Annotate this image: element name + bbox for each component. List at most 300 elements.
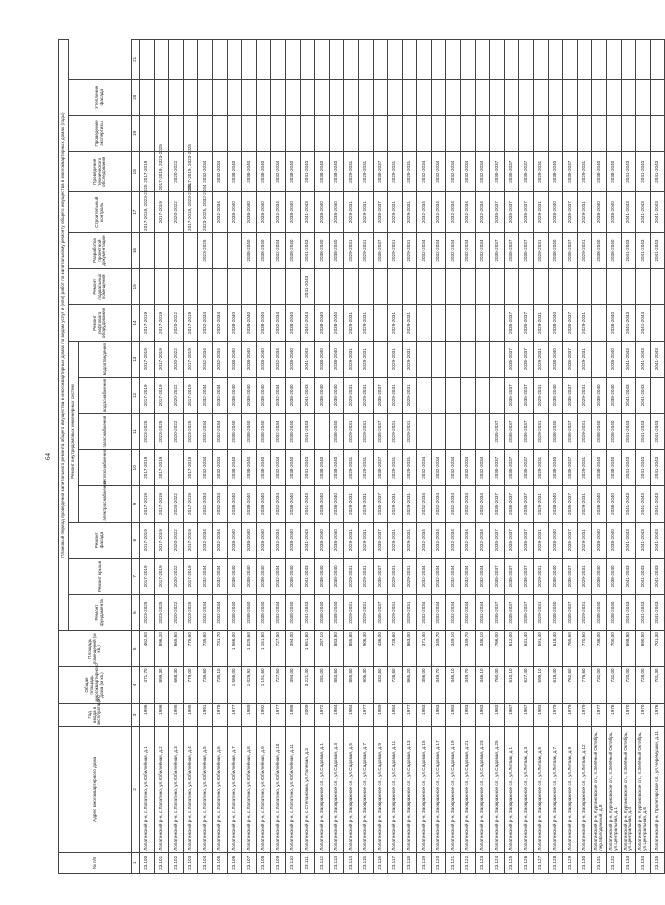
table-cell: 2035-2037	[563, 305, 578, 341]
table-cell: 618,40	[548, 667, 563, 703]
table-row	[256, 40, 271, 874]
table-cell: 2035-2037	[504, 558, 519, 594]
table-cell: 2035-2037	[373, 522, 388, 558]
table-cell: 2029-2031	[388, 192, 403, 232]
table-cell: 2035-2037	[504, 152, 519, 192]
table-cell: 2038-2040	[592, 595, 607, 631]
table-cell	[256, 115, 271, 151]
table-cell	[329, 40, 344, 80]
table-cell: 2020-2022	[169, 341, 184, 377]
header-inspection: Проведение технического обследования	[69, 152, 132, 192]
table-cell: 2029-2031	[577, 450, 592, 486]
table-cell	[461, 40, 476, 80]
table-cell: 471,70	[140, 667, 155, 703]
table-cell: 2032-2034	[417, 558, 432, 594]
table-row	[592, 40, 607, 874]
table-cell: 2029-2031	[358, 522, 373, 558]
table-cell: Лопатинский р-н, Заовражное сл., ул.Садовая, д.17	[431, 727, 446, 853]
table-cell	[636, 79, 651, 115]
table-cell: 2038-2040	[329, 341, 344, 377]
table-cell	[636, 115, 651, 151]
table-cell: 2029-2031	[344, 152, 359, 192]
table-cell	[344, 40, 359, 80]
table-cell: 2035-2037	[519, 192, 534, 232]
table-cell: 2041-2043	[636, 558, 651, 594]
page-number: 64	[44, 453, 52, 460]
table-cell: 2035-2037	[373, 152, 388, 192]
table-cell: 2023-2025	[140, 413, 155, 449]
table-cell: 2038-2040	[242, 232, 257, 268]
table-cell: 2035-2037	[519, 305, 534, 341]
table-cell: 2038-2040	[256, 522, 271, 558]
table-cell: 2032-2034	[271, 377, 286, 413]
table-cell: 2041-2043	[300, 377, 315, 413]
table-cell	[285, 79, 300, 115]
table-row	[534, 40, 549, 874]
table-cell	[563, 269, 578, 305]
table-cell: 701,30	[650, 631, 665, 667]
table-cell	[388, 40, 403, 80]
table-row	[563, 40, 578, 874]
table-row	[621, 40, 636, 874]
table-cell	[417, 413, 432, 449]
table-cell: 2029-2031	[534, 232, 549, 268]
table-cell: 668,30	[169, 667, 184, 703]
table-cell	[140, 232, 155, 268]
column-index-cell: 2	[132, 727, 140, 853]
table-cell	[461, 269, 476, 305]
table-cell: 394,00	[285, 631, 300, 667]
table-cell: 23.118	[402, 852, 417, 873]
table-cell: 618,40	[548, 631, 563, 667]
table-cell: 23.109	[271, 852, 286, 873]
table-cell: Лопатинский р-н, Кургановское сл., п.Зелёный Октябрь, пер.Молодежный, д.8	[592, 727, 607, 853]
table-cell: 2041-2043	[300, 341, 315, 377]
table-cell: 698,80	[621, 631, 636, 667]
table-cell	[417, 341, 432, 377]
table-cell: 2038-2040	[256, 413, 271, 449]
table-cell: 2029-2031	[358, 450, 373, 486]
table-cell	[417, 305, 432, 341]
table-cell	[592, 79, 607, 115]
header-year: Год ввода в эксплуатацию	[59, 703, 132, 726]
table-cell: Лопатинский р-н, с.Лопатино, ул.Юбилейная, д.6	[212, 727, 227, 853]
table-cell: 760,00	[490, 667, 505, 703]
table-cell: 2038-2040	[592, 152, 607, 192]
table-cell: 1 566,00	[227, 667, 242, 703]
table-cell: 2038-2040	[607, 341, 622, 377]
table-cell	[140, 269, 155, 305]
table-cell: Лопатинский р-н, Заовражное сл., ул.Садовая, д.11	[388, 727, 403, 853]
table-row	[475, 40, 490, 874]
table-cell: 2038-2040	[256, 595, 271, 631]
table-row	[431, 40, 446, 874]
table-cell	[475, 269, 490, 305]
table-cell	[256, 269, 271, 305]
table-cell	[621, 40, 636, 80]
table-cell: 2038-2040	[315, 192, 330, 232]
table-cell: 2035-2037	[490, 413, 505, 449]
table-cell	[490, 115, 505, 151]
table-cell	[388, 115, 403, 151]
table-cell: 2041-2043	[621, 413, 636, 449]
table-cell: 2017-2019	[154, 522, 169, 558]
table-cell: 2035-2037	[504, 595, 519, 631]
table-cell: 2032-2034	[417, 595, 432, 631]
table-cell: 2029-2031	[402, 413, 417, 449]
table-cell	[417, 269, 432, 305]
table-cell	[475, 40, 490, 80]
table-row	[183, 40, 198, 874]
table-cell: Лопатинский р-н, с.Лопатино, ул.Юбилейная, д.4	[183, 727, 198, 853]
table-cell: 1984	[344, 703, 359, 726]
table-cell: 2035-2037	[563, 232, 578, 268]
table-cell: 2041-2043	[636, 413, 651, 449]
table-cell: 2029-2031	[402, 595, 417, 631]
repair-schedule-table	[58, 39, 665, 874]
table-cell: 2038-2040	[256, 341, 271, 377]
table-cell: 2038-2040	[285, 152, 300, 192]
table-cell: 23.132	[607, 852, 622, 873]
table-cell: 2032-2034	[461, 232, 476, 268]
table-cell: 2041-2043	[300, 595, 315, 631]
table-cell: 2029-2031	[344, 450, 359, 486]
table-cell: 2041-2043	[636, 377, 651, 413]
table-cell: 2038-2040	[285, 341, 300, 377]
table-cell	[169, 40, 184, 80]
table-cell: 2041-2043	[300, 305, 315, 341]
table-cell	[373, 115, 388, 151]
table-cell: 2038-2040	[592, 232, 607, 268]
table-cell: 2032-2034	[212, 377, 227, 413]
table-cell: 2035-2037	[519, 558, 534, 594]
table-cell: 2017-2019	[154, 486, 169, 522]
table-cell	[154, 269, 169, 305]
table-cell: 2029-2031	[344, 522, 359, 558]
table-cell	[431, 341, 446, 377]
table-cell: 2038-2040	[329, 450, 344, 486]
column-index-cell: 7	[132, 558, 140, 594]
table-cell	[183, 269, 198, 305]
table-cell	[475, 377, 490, 413]
table-cell: 2038-2040	[548, 522, 563, 558]
table-cell	[621, 79, 636, 115]
table-cell: 2032-2034	[431, 192, 446, 232]
table-cell: 2020-2022	[169, 305, 184, 341]
table-cell: 2035-2037	[519, 413, 534, 449]
table-cell	[227, 79, 242, 115]
table-cell: 2032-2034	[417, 192, 432, 232]
table-cell	[490, 40, 505, 80]
table-cell: 2032-2034	[198, 413, 213, 449]
table-cell	[417, 79, 432, 115]
table-cell: 2029-2031	[402, 152, 417, 192]
table-cell: 2041-2043	[621, 486, 636, 522]
table-row	[300, 40, 315, 874]
table-cell: 2038-2040	[548, 341, 563, 377]
table-row	[198, 40, 213, 874]
table-cell: 23.102	[169, 852, 184, 873]
table-cell: 2032-2034	[417, 486, 432, 522]
table-cell	[607, 269, 622, 305]
table-cell	[534, 79, 549, 115]
table-cell: 2017-2019	[140, 341, 155, 377]
table-cell	[475, 79, 490, 115]
table-cell: 1 651,60	[300, 631, 315, 667]
table-cell: 432,60	[373, 667, 388, 703]
table-cell: 2017-2019	[183, 558, 198, 594]
table-cell: 346,10	[446, 667, 461, 703]
table-cell	[315, 79, 330, 115]
column-index-cell: 11	[132, 413, 140, 449]
table-cell: 1986	[285, 703, 300, 726]
table-cell: 2032-2034	[431, 595, 446, 631]
table-cell	[519, 269, 534, 305]
table-cell: 2020-2022	[169, 486, 184, 522]
table-cell: 2029-2031	[402, 341, 417, 377]
table-row	[212, 40, 227, 874]
table-cell: Лопатинский р-н, Заовражное сл., ул.Садовая, д.23	[475, 727, 490, 853]
table-cell: 349,70	[431, 667, 446, 703]
table-cell	[650, 115, 665, 151]
table-cell: 2038-2040	[607, 305, 622, 341]
table-cell: 23.115	[358, 852, 373, 873]
table-cell: 776,60	[577, 667, 592, 703]
table-cell: 2041-2043	[300, 152, 315, 192]
table-cell	[563, 79, 578, 115]
table-cell: 2038-2040	[607, 377, 622, 413]
table-cell: 2029-2031	[344, 192, 359, 232]
table-cell: 2032-2034	[461, 450, 476, 486]
table-cell: 2038-2040	[256, 305, 271, 341]
table-cell	[154, 40, 169, 80]
table-cell: 1978	[212, 703, 227, 726]
table-cell: 2032-2034	[198, 152, 213, 192]
table-cell: 1977	[592, 703, 607, 726]
header-design-docs: Разработка проектной документации	[69, 232, 132, 268]
header-foundation: Ремонт фундамента	[69, 595, 132, 631]
table-cell	[388, 79, 403, 115]
table-cell	[388, 269, 403, 305]
table-row	[344, 40, 359, 874]
table-cell	[358, 269, 373, 305]
table-cell: 2029-2031	[534, 522, 549, 558]
table-cell: 2029-2031	[534, 192, 549, 232]
table-cell: 2038-2040	[592, 486, 607, 522]
table-cell: 2038-2040	[227, 486, 242, 522]
table-cell: 2035-2037	[563, 522, 578, 558]
table-row	[154, 40, 169, 874]
table-cell: 2035-2037	[563, 341, 578, 377]
table-cell: 2032-2034	[271, 192, 286, 232]
table-cell: 1972	[315, 703, 330, 726]
table-row	[548, 40, 563, 874]
table-cell: 2038-2040	[242, 486, 257, 522]
table-cell: 2029-2031	[344, 595, 359, 631]
table-cell: 2038-2040	[256, 152, 271, 192]
table-cell: 2029-2031	[577, 413, 592, 449]
table-cell: 2041-2043	[650, 522, 665, 558]
header-total-area: Общая площадь многоквартирного дома (м кв.)	[59, 667, 132, 703]
table-cell: 2029-2031	[388, 522, 403, 558]
table-cell: 2038-2040	[256, 192, 271, 232]
table-cell: 2038-2040	[315, 522, 330, 558]
table-cell: 2032-2034	[271, 152, 286, 192]
table-cell: 726,60	[388, 667, 403, 703]
table-row	[285, 40, 300, 874]
table-cell: 2041-2043	[621, 232, 636, 268]
table-cell: Лопатинский р-н, Заовражное сл., ул.Садовая, д.1	[315, 727, 330, 853]
table-cell: 2035-2037	[563, 192, 578, 232]
table-cell: 775,60	[183, 631, 198, 667]
table-cell: 2041-2043	[621, 558, 636, 594]
table-cell	[271, 269, 286, 305]
table-cell: 2017-2019, 2023-2025	[183, 192, 198, 232]
table-cell: 2038-2040	[329, 232, 344, 268]
table-row	[329, 40, 344, 874]
table-cell: 2041-2043	[300, 486, 315, 522]
table-cell: 1987	[519, 703, 534, 726]
table-cell: 2029-2031	[577, 192, 592, 232]
table-cell: 2038-2040	[315, 558, 330, 594]
table-cell: 2035-2037	[563, 413, 578, 449]
table-cell: 2032-2034	[212, 341, 227, 377]
table-cell: 2009	[300, 703, 315, 726]
table-cell: Лопатинский р-н, Заовражное сл., ул.Садовая, д.21	[461, 727, 476, 853]
table-cell: 1984	[388, 703, 403, 726]
table-cell: 23.113	[329, 852, 344, 873]
table-cell: 865,20	[402, 667, 417, 703]
header-engineering-systems: Ремонт внутридомовых инженерных систем	[69, 341, 79, 522]
table-cell	[198, 269, 213, 305]
table-row	[577, 40, 592, 874]
table-cell: 2041-2043	[650, 486, 665, 522]
table-cell: 23.106	[227, 852, 242, 873]
table-cell: 2038-2040	[242, 377, 257, 413]
table-cell: 2035-2037	[563, 377, 578, 413]
table-cell: 2029-2031	[358, 341, 373, 377]
table-cell: 2041-2043	[621, 522, 636, 558]
table-cell: 2038-2040	[548, 152, 563, 192]
table-cell: 2032-2034	[271, 413, 286, 449]
table-cell	[534, 40, 549, 80]
table-cell: 2032-2034	[431, 450, 446, 486]
table-cell: 2038-2040	[285, 486, 300, 522]
table-cell: 2041-2043	[636, 486, 651, 522]
table-cell: 23.100	[140, 852, 155, 873]
table-cell	[198, 40, 213, 80]
table-cell: 2038-2040	[315, 305, 330, 341]
table-cell: Лопатинский р-н, Заовражное сл., ул.Литвак, д.7	[548, 727, 563, 853]
table-cell: 2035-2037	[519, 341, 534, 377]
table-cell	[402, 40, 417, 80]
table-cell: 23.112	[315, 852, 330, 873]
table-cell	[446, 40, 461, 80]
table-cell: Лопатинский р-н, с.Лопатино, ул.Юбилейная, д.10	[271, 727, 286, 853]
table-cell: 2032-2034	[212, 450, 227, 486]
table-cell	[475, 413, 490, 449]
table-cell: 2032-2034	[446, 450, 461, 486]
table-cell: Лопатинский р-н, Заовражное сл., ул.Садовая, д.5	[344, 727, 359, 853]
table-cell: 2029-2031	[388, 595, 403, 631]
table-cell: 2032-2034	[475, 486, 490, 522]
table-cell: 2041-2043	[621, 192, 636, 232]
table-cell: Лопатинский р-н, с.Лопатино, ул.Юбилейная, д.7	[227, 727, 242, 853]
table-cell	[285, 269, 300, 305]
table-cell: 2032-2034	[431, 522, 446, 558]
table-cell: 2041-2043	[650, 152, 665, 192]
table-cell: 883,60	[329, 667, 344, 703]
table-cell: 2029-2031	[534, 450, 549, 486]
table-cell: Лопатинский р-н, Заовражное сл., ул.Садовая, д.19	[446, 727, 461, 853]
table-row	[169, 40, 184, 874]
table-cell: 1 151,60	[256, 667, 271, 703]
table-cell: 2038-2040	[607, 413, 622, 449]
table-cell: 855,80	[344, 667, 359, 703]
column-index-cell: 8	[132, 522, 140, 558]
table-cell: 2035-2037	[490, 152, 505, 192]
table-cell: 735,10	[212, 667, 227, 703]
table-cell: 2029-2031	[534, 413, 549, 449]
table-cell: 720,00	[621, 667, 636, 703]
table-cell: 2029-2031	[577, 305, 592, 341]
table-cell: 2035-2037	[504, 486, 519, 522]
column-index-cell: 12	[132, 377, 140, 413]
table-cell: 855,80	[344, 631, 359, 667]
table-cell: 23.105	[212, 852, 227, 873]
table-cell	[256, 79, 271, 115]
table-cell: 2032-2034	[198, 450, 213, 486]
table-cell: 2032-2034	[271, 450, 286, 486]
table-cell	[431, 269, 446, 305]
table-cell: 23.103	[183, 852, 198, 873]
table-cell: 2038-2040	[315, 341, 330, 377]
table-cell: Лопатинский р-н, Кургановское сл., п.Зелёный Октябрь, ул.Центральная, д.6	[636, 727, 651, 853]
table-cell	[446, 341, 461, 377]
table-cell: 3 221,40	[300, 667, 315, 703]
table-cell: 2038-2040	[315, 232, 330, 268]
table-cell: 2041-2043	[650, 450, 665, 486]
table-cell: 1979	[563, 703, 578, 726]
table-cell	[329, 269, 344, 305]
table-cell: 2035-2037	[490, 595, 505, 631]
table-cell: 1 566,00	[227, 631, 242, 667]
table-cell: 2038-2040	[242, 341, 257, 377]
table-cell: 1983	[417, 703, 432, 726]
table-cell: 2041-2043	[650, 558, 665, 594]
table-cell: 2032-2034	[271, 341, 286, 377]
table-cell: 2032-2034	[198, 522, 213, 558]
table-cell: 2035-2037	[490, 486, 505, 522]
table-cell: 2032-2034	[446, 152, 461, 192]
table-cell	[650, 269, 665, 305]
table-cell: 23.121	[446, 852, 461, 873]
table-cell	[446, 269, 461, 305]
table-cell: 2032-2034	[271, 232, 286, 268]
table-cell: 2032-2034	[212, 522, 227, 558]
table-cell: 23.122	[461, 852, 476, 873]
table-cell: 2038-2040	[285, 192, 300, 232]
table-cell	[140, 40, 155, 80]
table-cell: 2017-2019	[140, 377, 155, 413]
table-cell: 2038-2040	[592, 377, 607, 413]
table-cell: 2041-2043	[621, 377, 636, 413]
table-cell: 2029-2031	[577, 486, 592, 522]
table-cell: 2017-2019	[183, 341, 198, 377]
table-cell: 2029-2031	[534, 341, 549, 377]
table-cell: 349,70	[461, 631, 476, 667]
table-cell	[563, 40, 578, 80]
